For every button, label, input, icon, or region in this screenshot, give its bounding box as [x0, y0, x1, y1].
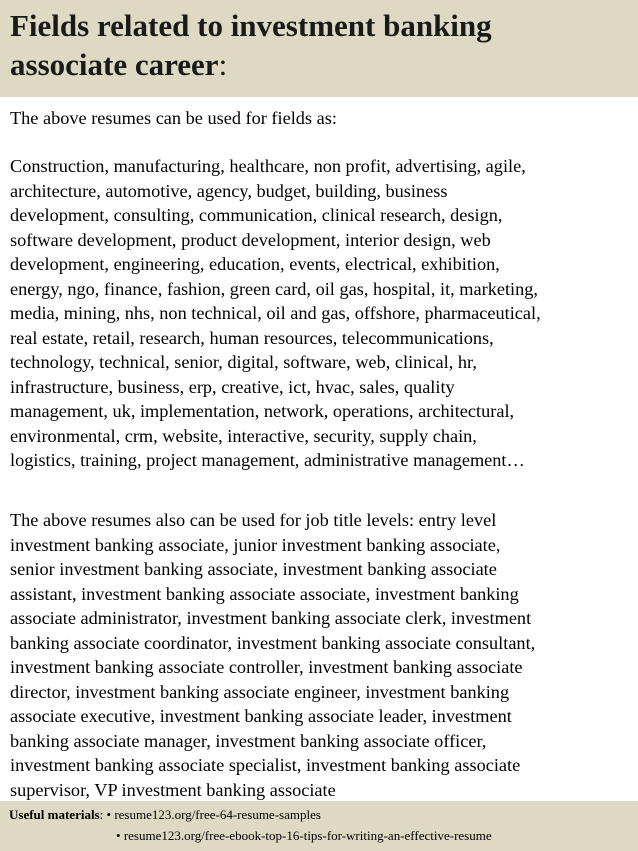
bullet-icon: •: [106, 807, 112, 822]
footer-row-2: [116, 826, 492, 845]
job-levels-line: assistant, investment banking associate associate, investment banking: [10, 583, 519, 604]
job-levels-line: associate executive, investment banking associate leader, investment: [10, 706, 512, 726]
header-band: [0, 0, 638, 97]
job-levels-line: The above resumes also can be used for job title levels: entry level: [10, 510, 497, 530]
title-line-1: Fields related to investment banking: [10, 8, 492, 43]
fields-line: technology, technical, senior, digital, software, web, clinical, hr,: [10, 352, 477, 372]
fields-paragraph: [10, 154, 541, 473]
fields-line: Construction, manufacturing, healthcare, non profit, advertising, agile,: [10, 156, 526, 176]
fields-line: environmental, crm, website, interactive, security, supply chain,: [10, 425, 477, 446]
job-levels-line: senior investment banking associate, investment banking associate: [10, 559, 497, 579]
fields-line: software development, product development, interior design, web: [10, 229, 491, 250]
job-levels-line: investment banking associate specialist, investment banking associate: [10, 755, 521, 775]
intro-text: The above resumes can be used for fields as:: [10, 108, 337, 128]
job-levels-line: supervisor, VP investment banking associate: [10, 779, 336, 800]
job-levels-line: associate administrator, investment banking associate clerk, investment: [10, 608, 532, 628]
job-levels-line: director, investment banking associate engineer, investment banking: [10, 681, 510, 702]
job-levels-line: investment banking associate, junior investment banking associate,: [10, 534, 501, 555]
bullet-icon: •: [116, 828, 121, 843]
fields-line: management, uk, implementation, network, operations, architectural,: [10, 401, 515, 421]
page-title: [10, 6, 628, 84]
fields-line: real estate, retail, research, human resources, telecommunications,: [10, 327, 494, 348]
footer-band: [0, 801, 638, 851]
job-levels-line: investment banking associate controller, investment banking associate: [10, 657, 523, 677]
fields-line: logistics, training, project management, administrative management…: [10, 450, 525, 470]
job-levels-line: banking associate coordinator, investment banking associate consultant,: [10, 632, 536, 653]
body-content: [10, 106, 632, 801]
job-levels-line: banking associate manager, investment banking associate officer,: [10, 730, 487, 751]
resume-samples-link[interactable]: resume123.org/free-64-resume-samples: [114, 807, 321, 822]
footer-colon: :: [99, 807, 104, 822]
fields-line: energy, ngo, finance, fashion, green card, oil gas, hospital, it, marketing,: [10, 278, 538, 299]
ebook-tips-link[interactable]: resume123.org/free-ebook-top-16-tips-for-writing-an-effective-resume: [123, 828, 492, 843]
title-line-2: associate career: [10, 47, 219, 82]
useful-materials-label: Useful materials: [9, 807, 100, 822]
fields-line: media, mining, nhs, non technical, oil and gas, offshore, pharmaceutical,: [10, 303, 541, 323]
job-levels-paragraph: [10, 508, 535, 801]
fields-line: architecture, automotive, agency, budget, building, business: [10, 180, 448, 201]
fields-line: development, engineering, education, events, electrical, exhibition,: [10, 254, 500, 274]
footer-row-1: [9, 805, 321, 824]
title-colon: :: [218, 47, 228, 82]
fields-line: infrastructure, business, erp, creative, ict, hvac, sales, quality: [10, 376, 455, 397]
fields-line: development, consulting, communication, clinical research, design,: [10, 205, 503, 225]
